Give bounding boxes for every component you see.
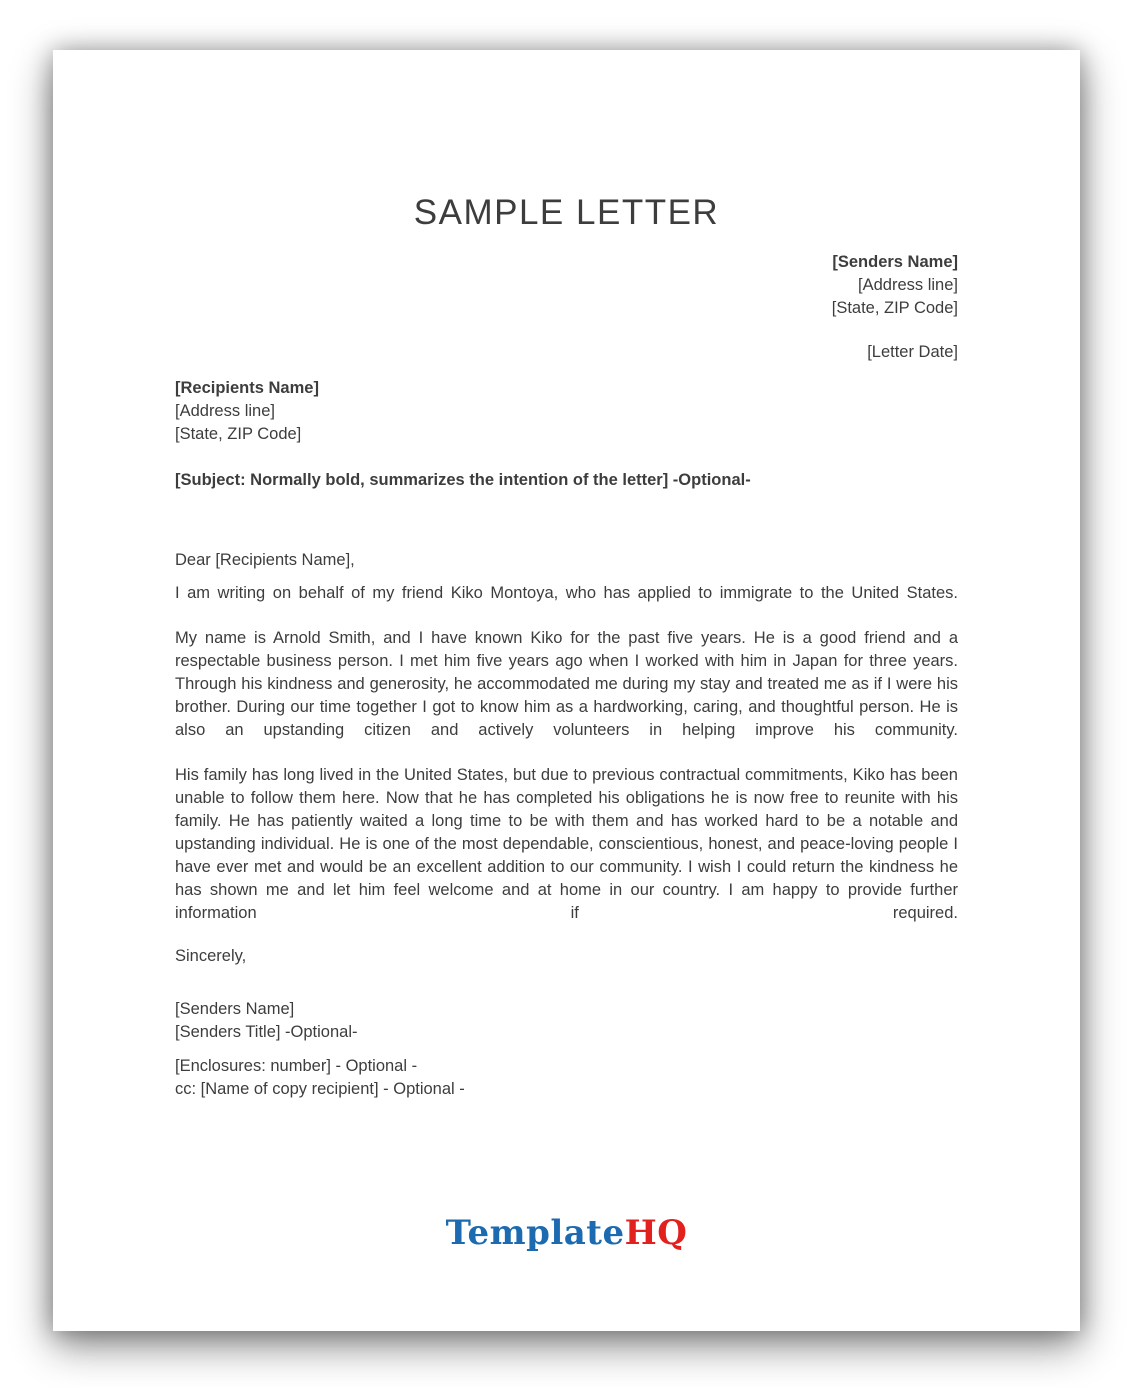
page-title: SAMPLE LETTER xyxy=(413,193,720,232)
sender-state-zip: [State, ZIP Code] xyxy=(831,299,958,317)
sender-address: [Address line] xyxy=(858,276,958,294)
body-paragraph-2: My name is Arnold Smith, and I have known Kiko for the past five years. He is a good friend and a respectable business person. I met him five years ago when I worked with him in Japan for three years. Through his kindness and generosity, he accommodated me during my stay and treated me as if I were his brother. During our time together I got to know him as a hardworking, caring, and thoughtful person. He is also an upstanding citizen and actively volunteers in helping improve his community. xyxy=(175,629,958,739)
signature-title: [Senders Title] -Optional- xyxy=(175,1023,358,1041)
enclosures-line: [Enclosures: number] - Optional - xyxy=(175,1057,418,1075)
subject-line: [Subject: Normally bold, summarizes the intention of the letter] -Optional- xyxy=(175,471,751,489)
sender-block xyxy=(175,251,958,320)
recipient-name: [Recipients Name] xyxy=(175,379,319,397)
logo-text-hq: HQ xyxy=(624,1213,688,1253)
letter-date: [Letter Date] xyxy=(867,343,958,361)
templatehq-logo xyxy=(175,1211,958,1255)
signature-block xyxy=(175,998,958,1044)
letter-page xyxy=(53,50,1080,1331)
body-paragraph-1: I am writing on behalf of my friend Kiko Montoya, who has applied to immigrate to the United States. xyxy=(175,584,958,602)
cc-line: cc: [Name of copy recipient] - Optional - xyxy=(175,1080,465,1098)
logo-text-template: Template xyxy=(445,1213,625,1253)
sender-name: [Senders Name] xyxy=(832,253,958,271)
recipient-address: [Address line] xyxy=(175,402,275,420)
signature-name: [Senders Name] xyxy=(175,1000,295,1018)
salutation: Dear [Recipients Name], xyxy=(175,551,355,569)
enclosure-block xyxy=(175,1055,958,1101)
body-paragraph-3: His family has long lived in the United States, but due to previous contractual commitments, Kiko has been unable to follow them here. Now that he has completed his obligations he is now free to reunite with his family. He has patiently waited a long time to be with them and has worked hard to be a notable and upstanding individual. He is one of the most dependable, conscientious, honest, and peace-loving people I have ever met and would be an excellent addition to our community. I wish I could return the kindness he has shown me and let him feel welcome and at home in our country. I am happy to provide further information if required. xyxy=(175,766,958,922)
recipient-state-zip: [State, ZIP Code] xyxy=(175,425,302,443)
recipient-block xyxy=(175,377,958,446)
closing: Sincerely, xyxy=(175,947,247,965)
